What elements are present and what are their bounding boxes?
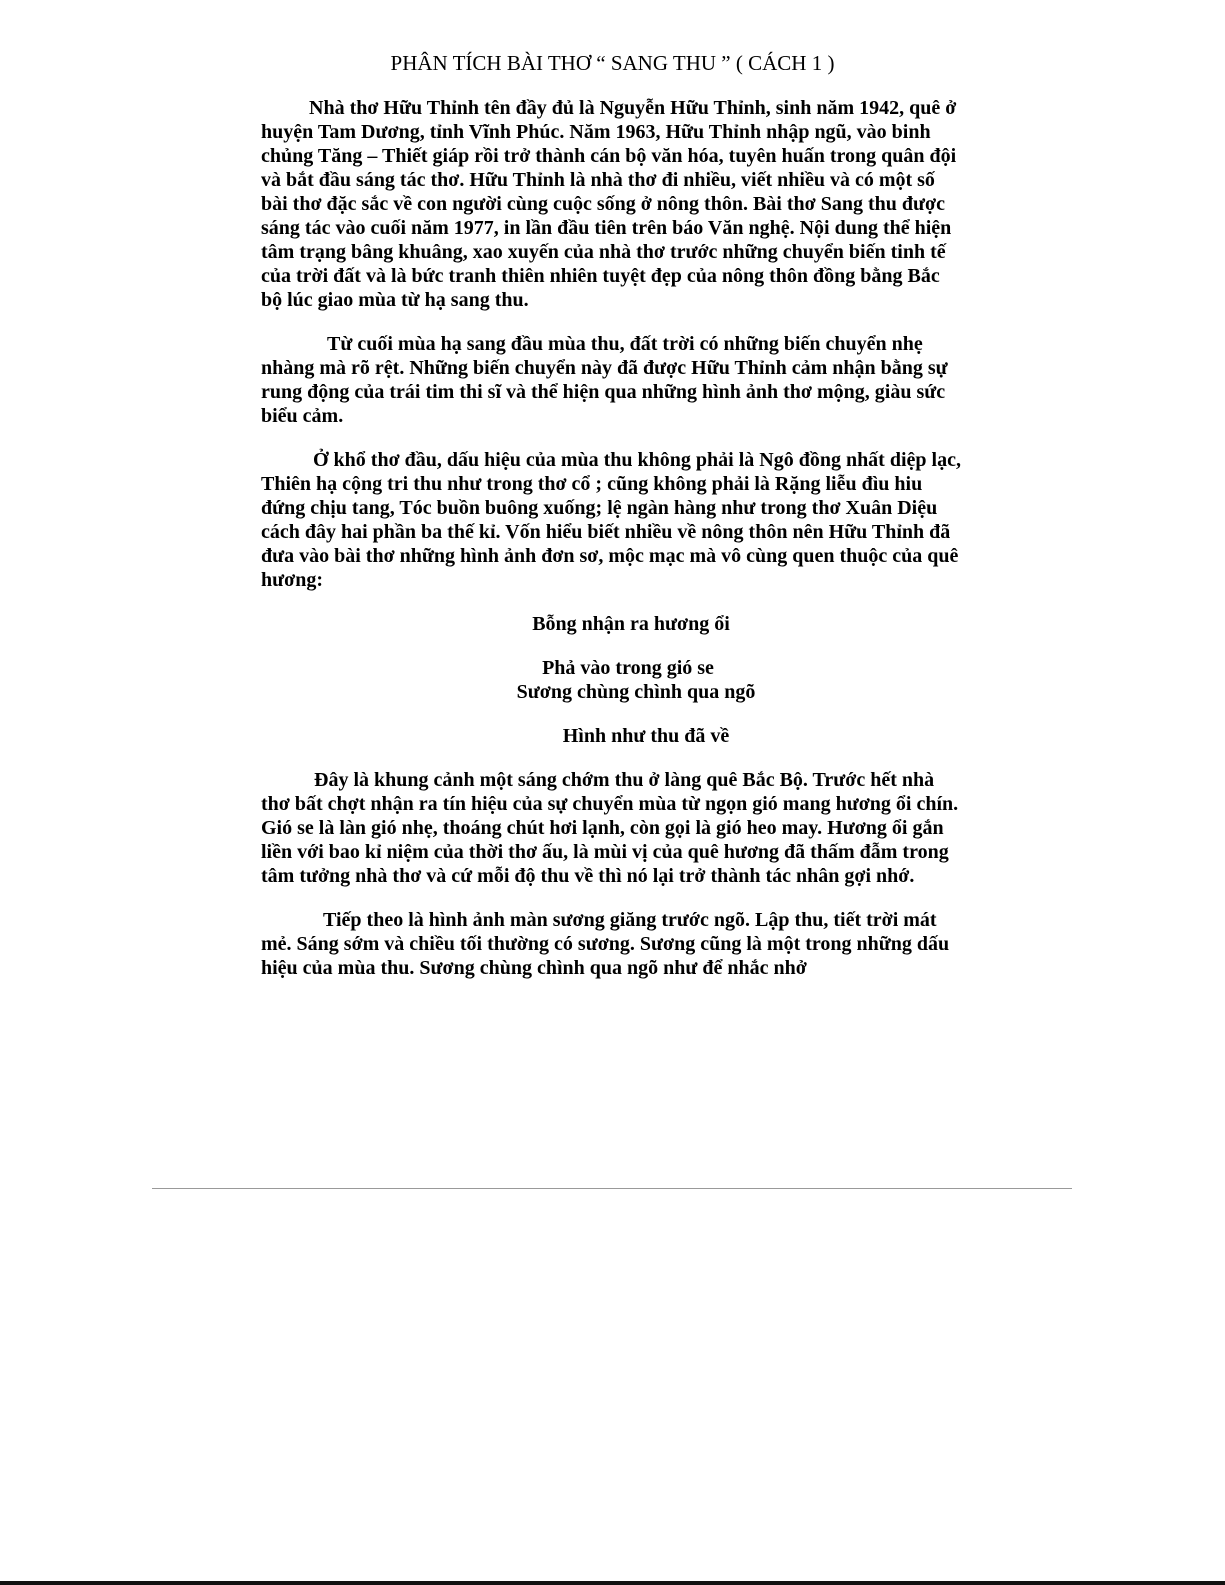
document-title: PHÂN TÍCH BÀI THƠ “ SANG THU ” ( CÁCH 1 ): [390, 51, 835, 75]
poem-line: Bỗng nhận ra hương ổi: [532, 613, 730, 635]
paragraph-mist: Tiếp theo là hình ảnh màn sương giăng trước ngõ. Lập thu, tiết trời mát mẻ. Sáng sớm và chiều tối thường có sương. Sương cũng là một trong những dấu hiệu của mùa thu. Sương chùng chình qua ngõ như để nhắc nhở: [261, 909, 950, 979]
paragraph-season-change: Từ cuối mùa hạ sang đầu mùa thu, đất trời có những biến chuyển nhẹ nhàng mà rõ rệt. Những biến chuyển này đã được Hữu Thỉnh cảm nhận bằng sự rung động của trái tim thi sĩ và thể hiện qua những hình ảnh thơ mộng, giàu sức biểu cảm.: [261, 333, 948, 427]
page-bottom-edge: [0, 1581, 1225, 1585]
paragraph-first-stanza: Ở khổ thơ đầu, dấu hiệu của mùa thu không phải là Ngô đồng nhất diệp lạc, Thiên hạ cộng tri thu như trong thơ cổ ; cũng không phải là Rặng liễu đìu hiu đứng chịu tang, Tóc buồn buông xuống; lệ ngàn hàng như trong thơ Xuân Diệu cách đây hai phần ba thế kỉ. Vốn hiểu biết nhiều về nông thôn nên Hữu Thỉnh đã đưa vào bài thơ những hình ảnh đơn sơ, mộc mạc mà vô cùng quen thuộc của quê hương:: [261, 449, 961, 591]
poem-line: Phả vào trong gió se: [542, 657, 714, 679]
poem-excerpt: [261, 612, 961, 748]
poem-line: Sương chùng chình qua ngõ: [516, 681, 756, 703]
page-divider: [152, 1188, 1072, 1189]
paragraph-early-autumn: Đây là khung cảnh một sáng chớm thu ở làng quê Bắc Bộ. Trước hết nhà thơ bất chợt nhận ra tín hiệu của sự chuyển mùa từ ngọn gió mang hương ổi chín. Gió se là làn gió nhẹ, thoáng chút hơi lạnh, còn gọi là gió heo may. Hương ổi gắn liền với bao kỉ niệm của thời thơ ấu, là mùi vị của quê hương đã thấm đẫm trong tâm tưởng nhà thơ và cứ mỗi độ thu về thì nó lại trở thành tác nhân gợi nhớ.: [261, 769, 959, 887]
poem-line: Hình như thu đã về: [562, 725, 730, 747]
paragraph-author-intro: Nhà thơ Hữu Thỉnh tên đầy đủ là Nguyễn Hữu Thỉnh, sinh năm 1942, quê ở huyện Tam Dương, tỉnh Vĩnh Phúc. Năm 1963, Hữu Thỉnh nhập ngũ, vào binh chủng Tăng – Thiết giáp rồi trở thành cán bộ văn hóa, tuyên huấn trong quân đội và bắt đầu sáng tác thơ. Hữu Thỉnh là nhà thơ đi nhiều, viết nhiều và có một số bài thơ đặc sắc về con người cùng cuộc sống ở nông thôn. Bài thơ Sang thu được sáng tác vào cuối năm 1977, in lần đầu tiên trên báo Văn nghệ. Nội dung thể hiện tâm trạng bâng khuâng, xao xuyến của nhà thơ trước những chuyển biến tinh tế của trời đất và là bức tranh thiên nhiên tuyệt đẹp của nông thôn đồng bằng Bắc bộ lúc giao mùa từ hạ sang thu.: [261, 97, 957, 311]
document-body: [261, 96, 961, 1000]
